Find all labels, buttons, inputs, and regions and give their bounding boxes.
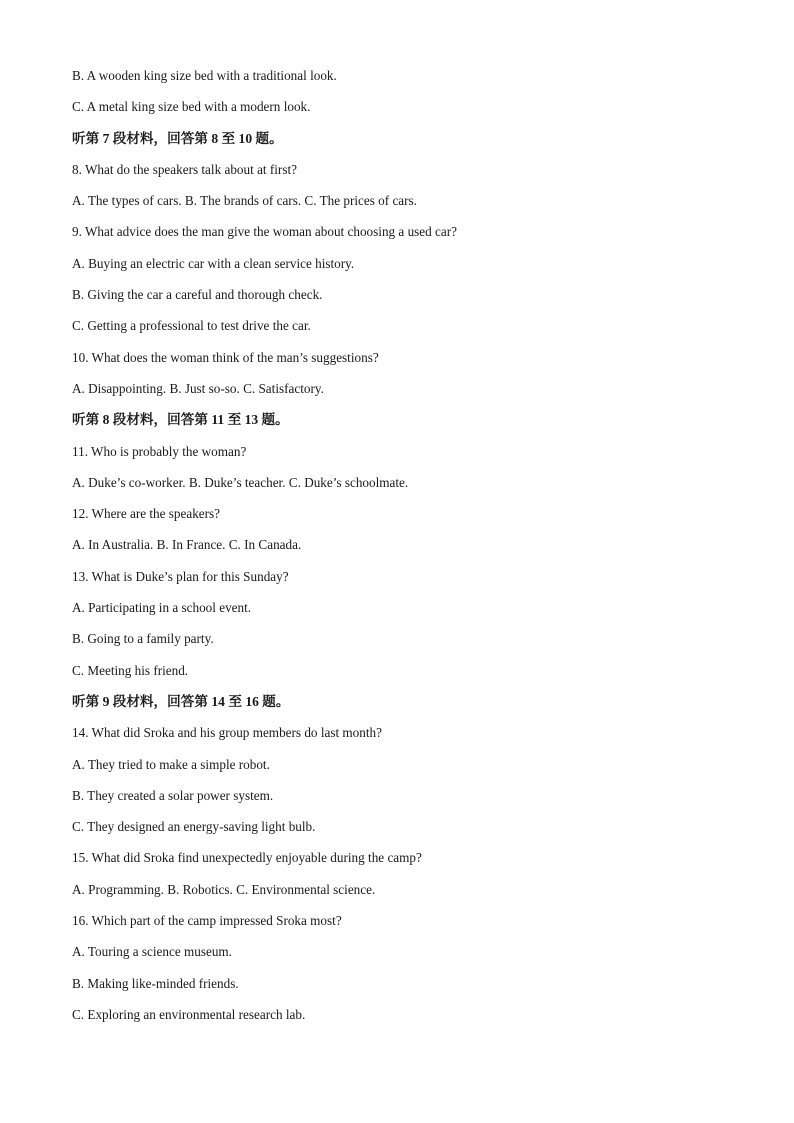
section-heading: 听第 7 段材料，回答第 8 至 10 题。: [72, 130, 283, 146]
question-text: 15. What did Sroka find unexpectedly enjoyable during the camp?: [72, 850, 422, 866]
answer-option: C. Exploring an environmental research lab.: [72, 1006, 306, 1022]
answer-option: A. The types of cars. B. The brands of cars. C. The prices of cars.: [72, 193, 417, 209]
document-page: [72, 64, 732, 1034]
question-text: 9. What advice does the man give the woman about choosing a used car?: [72, 224, 458, 240]
answer-option: A. They tried to make a simple robot.: [72, 756, 270, 772]
question-text: 16. Which part of the camp impressed Sroka most?: [72, 913, 342, 929]
answer-option: C. Getting a professional to test drive the car.: [72, 318, 311, 334]
answer-option: A. Programming. B. Robotics. C. Environmental science.: [72, 881, 376, 897]
question-text: 12. Where are the speakers?: [72, 506, 221, 522]
answer-option: C. A metal king size bed with a modern look.: [72, 99, 311, 115]
question-text: 10. What does the woman think of the man’s suggestions?: [72, 349, 379, 365]
answer-option: B. Going to a family party.: [72, 631, 214, 647]
answer-option: A. In Australia. B. In France. C. In Canada.: [72, 537, 302, 553]
question-text: 13. What is Duke’s plan for this Sunday?: [72, 568, 289, 584]
answer-option: B. Giving the car a careful and thorough check.: [72, 287, 323, 303]
answer-option: B. Making like-minded friends.: [72, 975, 239, 991]
question-text: 14. What did Sroka and his group members do last month?: [72, 725, 382, 741]
answer-option: A. Touring a science museum.: [72, 944, 232, 960]
section-heading: 听第 8 段材料，回答第 11 至 13 题。: [72, 412, 289, 428]
answer-option: A. Buying an electric car with a clean service history.: [72, 255, 355, 271]
answer-option: A. Participating in a school event.: [72, 600, 252, 616]
answer-option: B. A wooden king size bed with a traditional look.: [72, 68, 337, 83]
question-text: 11. Who is probably the woman?: [72, 443, 247, 459]
answer-option: C. Meeting his friend.: [72, 662, 189, 678]
answer-option: A. Disappointing. B. Just so-so. C. Satisfactory.: [72, 380, 324, 396]
answer-option: A. Duke’s co-worker. B. Duke’s teacher. C. Duke’s schoolmate.: [72, 474, 409, 490]
answer-option: C. They designed an energy-saving light bulb.: [72, 819, 316, 835]
section-heading: 听第 9 段材料，回答第 14 至 16 题。: [72, 693, 290, 709]
answer-option: B. They created a solar power system.: [72, 787, 274, 803]
question-text: 8. What do the speakers talk about at first?: [72, 161, 297, 177]
